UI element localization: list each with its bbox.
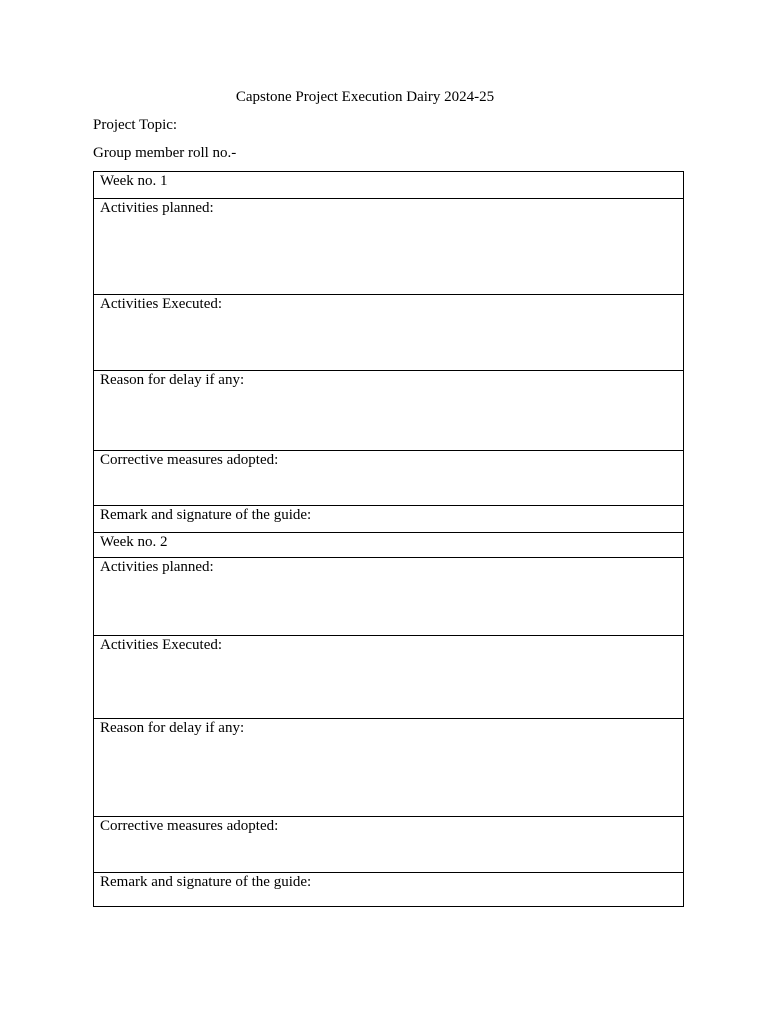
remark-signature-label: Remark and signature of the guide: [100,874,312,890]
week-2-corrective-measures[interactable] [94,817,683,873]
project-topic-label: Project Topic: [93,117,178,133]
week-2-activities-planned[interactable] [94,558,683,636]
week-1-corrective-measures[interactable] [94,451,683,506]
week-1-activities-executed[interactable] [94,295,683,371]
week-1-header: Week no. 1 [94,172,683,199]
week-2-reason-for-delay[interactable] [94,719,683,817]
group-member-label: Group member roll no.- [93,145,237,161]
week-2-activities-executed[interactable] [94,636,683,719]
reason-for-delay-label: Reason for delay if any: [100,720,245,736]
week-2-remark-signature[interactable] [94,873,683,907]
reason-for-delay-label: Reason for delay if any: [100,372,245,388]
activities-executed-label: Activities Executed: [100,296,223,312]
corrective-measures-label: Corrective measures adopted: [100,452,279,468]
activities-planned-label: Activities planned: [100,559,214,575]
activities-planned-label: Activities planned: [100,200,214,216]
week-1-reason-for-delay[interactable] [94,371,683,451]
document-title: Capstone Project Execution Dairy 2024-25 [235,89,495,105]
activities-executed-label: Activities Executed: [100,637,223,653]
corrective-measures-label: Corrective measures adopted: [100,818,279,834]
week-1-activities-planned[interactable] [94,199,683,295]
week-1-remark-signature[interactable] [94,506,683,533]
week-2-header: Week no. 2 [94,533,683,558]
execution-diary-table [93,171,684,907]
remark-signature-label: Remark and signature of the guide: [100,507,312,523]
